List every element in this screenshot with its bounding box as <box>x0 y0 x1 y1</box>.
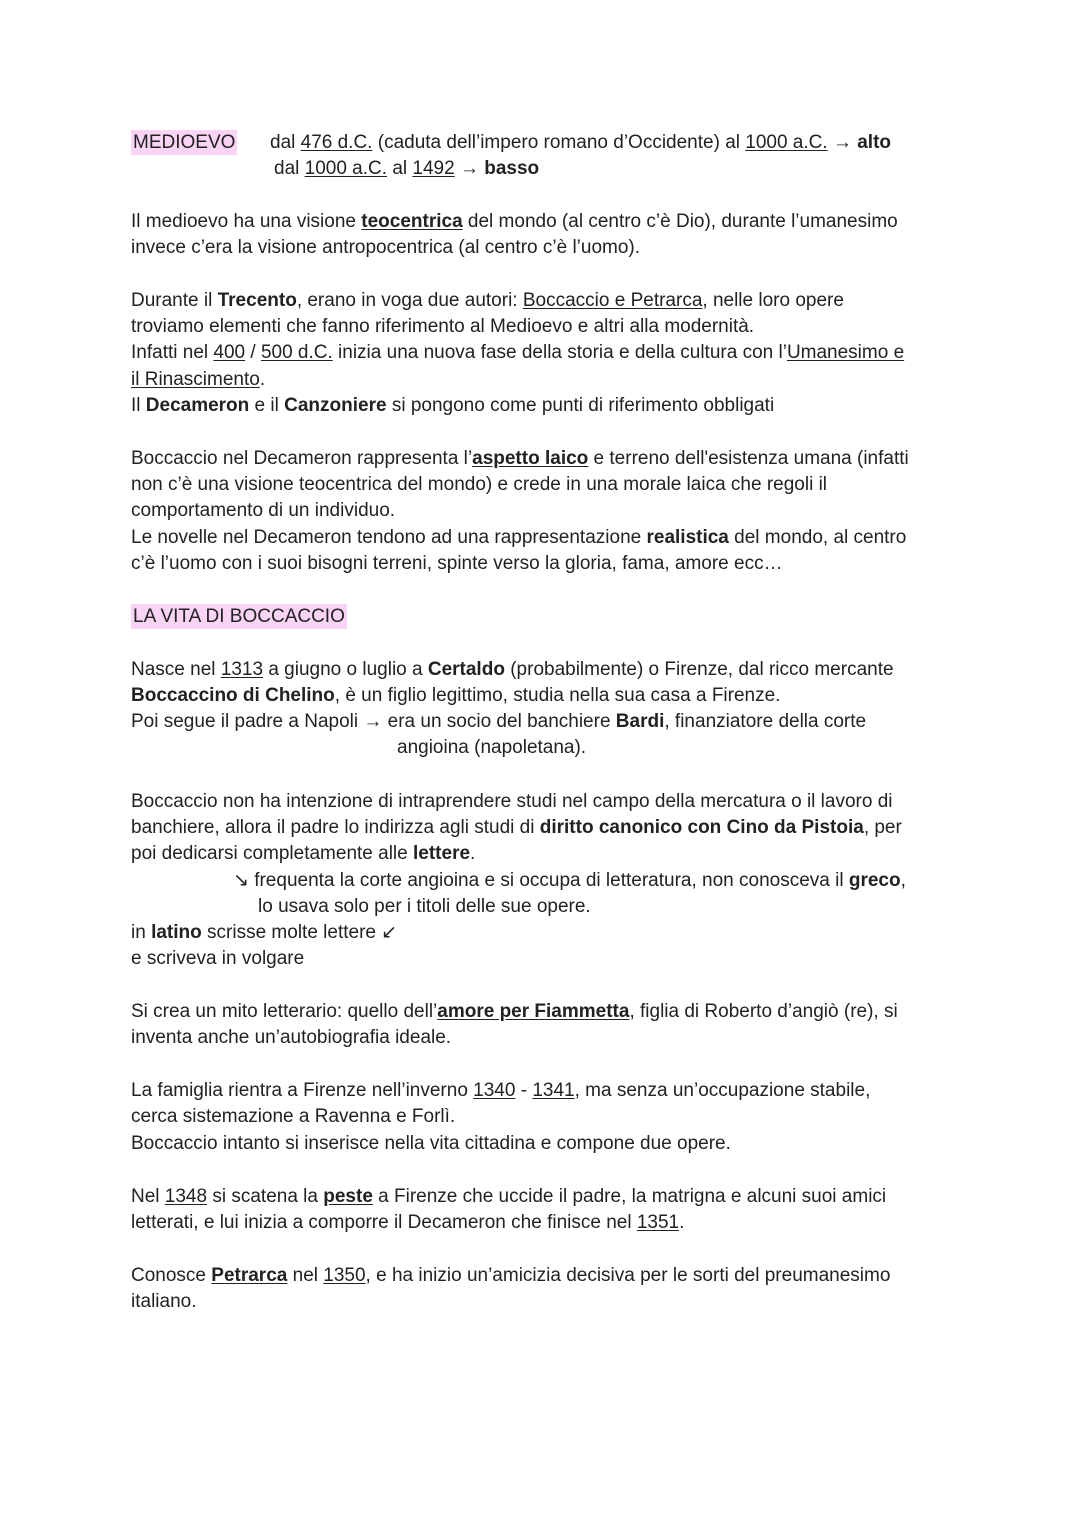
text-span: del mondo (al centro c’è Dio), durante l’umanesimo <box>462 211 898 232</box>
text-span: Umanesimo e <box>786 342 905 363</box>
text-line: troviamo elementi che fanno riferimento al Medioevo e altri alla modernità. <box>131 316 755 337</box>
text-line: c’è l’uomo con i suoi bisogni terreni, spinte verso la gloria, fama, amore ecc… <box>131 553 783 574</box>
text-span: amore per Fiammetta <box>437 1001 630 1022</box>
text-span: e il <box>249 395 285 416</box>
text-line <box>131 393 774 419</box>
vita-heading-line <box>131 604 347 630</box>
text-line: invece c’era la visione antropocentrica (al centro c’è l’uomo). <box>131 237 641 258</box>
text-line <box>131 815 902 841</box>
date: 476 d.C. <box>300 132 373 153</box>
text-span: Decameron <box>145 395 250 416</box>
text-span: , figlia di Roberto d’angiò (re), si <box>629 1001 898 1022</box>
text-span: - <box>515 1080 533 1101</box>
text-span: , per <box>863 817 902 838</box>
text-span: 1350 <box>323 1265 366 1286</box>
text-span: Canzoniere <box>284 395 387 416</box>
text-span: 1341 <box>532 1080 575 1101</box>
text-span: dal <box>274 158 305 179</box>
text-span: Boccaccino di Chelino <box>131 685 335 706</box>
text-line: lo usava solo per i titoli delle sue opere. <box>258 896 591 917</box>
text-span: greco <box>848 870 901 891</box>
text-span: scrisse molte lettere ↙ <box>201 922 398 943</box>
date: 1492 <box>412 158 455 179</box>
text-span: . <box>470 843 476 864</box>
text-span: . <box>679 1212 685 1233</box>
text-span: Boccaccio e Petrarca <box>522 290 703 311</box>
text-line <box>131 999 898 1025</box>
text-line: non c’è una visione teocentrica del mondo) e crede in una morale laica che regoli il <box>131 474 828 495</box>
text-span: al <box>387 158 413 179</box>
text-line <box>131 525 906 551</box>
text-span: del mondo, al centro <box>728 527 907 548</box>
text-line <box>131 841 475 867</box>
text-span: 1348 <box>164 1186 208 1207</box>
text-span: Certaldo <box>427 659 505 680</box>
text-span: dal <box>270 132 301 153</box>
text-span: Durante il <box>131 290 218 311</box>
text-span: 400 <box>213 342 246 363</box>
text-span: , è un figlio legittimo, studia nella sua casa a Firenze. <box>334 685 781 706</box>
text-span: inizia una nuova fase della storia e della cultura con l’ <box>332 342 787 363</box>
date: 1000 a.C. <box>745 132 828 153</box>
text-span: Poi segue il padre a Napoli → era un socio del banchiere <box>131 711 616 732</box>
text-span: Boccaccio nel Decameron rappresenta l’ <box>131 448 473 469</box>
text-span: 1340 <box>473 1080 516 1101</box>
text-span: nel <box>287 1265 324 1286</box>
text-span: aspetto laico <box>472 448 589 469</box>
text-line <box>131 657 894 683</box>
text-span: alto <box>857 132 892 153</box>
text-span: , e ha inizio un’amicizia decisiva per le sorti del preumanesimo <box>365 1265 891 1286</box>
text-line <box>131 209 898 235</box>
text-span: diritto canonico con Cino da Pistoia <box>539 817 864 838</box>
text-span: , erano in voga due autori: <box>296 290 523 311</box>
text-span: si scatena la <box>207 1186 324 1207</box>
text-line <box>131 1184 886 1210</box>
text-span: Nasce nel <box>131 659 221 680</box>
text-span: il Rinascimento <box>131 369 260 390</box>
text-span: 1351 <box>636 1212 680 1233</box>
text-span: → <box>454 158 485 179</box>
text-span: realistica <box>646 527 729 548</box>
section-heading: LA VITA DI BOCCACCIO <box>133 606 345 627</box>
text-line: cerca sistemazione a Ravenna e Forlì. <box>131 1106 456 1127</box>
text-span: → <box>827 132 858 153</box>
medioevo-heading-line <box>131 130 237 156</box>
text-line: comportamento di un individuo. <box>131 500 396 521</box>
text-span: 1313 <box>220 659 264 680</box>
text-span: Petrarca <box>211 1265 288 1286</box>
text-span: si pongono come punti di riferimento obbligati <box>386 395 775 416</box>
text-span: latino <box>151 922 202 943</box>
text-span: a Firenze che uccide il padre, la matrigna e alcuni suoi amici <box>372 1186 887 1207</box>
text-line: e scriveva in volgare <box>131 948 305 969</box>
text-line: Boccaccio intanto si inserisce nella vita cittadina e compone due opere. <box>131 1133 731 1154</box>
text-span: a giugno o luglio a <box>263 659 428 680</box>
text-span: lettere <box>413 843 471 864</box>
text-span: Nel <box>131 1186 165 1207</box>
text-span: La famiglia rientra a Firenze nell’inverno <box>131 1080 474 1101</box>
text-span: , finanziatore della corte <box>664 711 867 732</box>
text-span: Infatti nel <box>131 342 214 363</box>
text-line: angioina (napoletana). <box>397 737 587 758</box>
text-span: , ma senza un’occupazione stabile, <box>574 1080 871 1101</box>
text-line <box>131 683 780 709</box>
text-span: poi dedicarsi completamente alle <box>131 843 413 864</box>
text-span: letterati, e lui inizia a comporre il Decameron che finisce nel <box>131 1212 637 1233</box>
section-heading: MEDIOEVO <box>133 132 236 153</box>
text-span: Si crea un mito letterario: quello dell’ <box>131 1001 438 1022</box>
medioevo-period-line <box>274 156 539 182</box>
text-span: (probabilmente) o Firenze, dal ricco mercante <box>504 659 894 680</box>
text-line: inventa anche un’autobiografia ideale. <box>131 1027 452 1048</box>
keyword: teocentrica <box>361 211 463 232</box>
date: 1000 a.C. <box>304 158 388 179</box>
medioevo-period-line <box>270 130 891 156</box>
text-span: 500 d.C. <box>260 342 333 363</box>
text-line: italiano. <box>131 1291 197 1312</box>
text-span: / <box>245 342 261 363</box>
text-span: Il medioevo ha una visione <box>131 211 362 232</box>
text-span: (caduta dell’impero romano d’Occidente) al <box>372 132 746 153</box>
text-span: banchiere, allora il padre lo indirizza agli studi di <box>131 817 540 838</box>
text-span: Trecento <box>217 290 297 311</box>
text-span: , <box>900 870 906 891</box>
text-span: Bardi <box>615 711 665 732</box>
text-line <box>131 1263 890 1289</box>
text-span: ↘ frequenta la corte angioina e si occupa di letteratura, non conosceva il <box>233 870 849 891</box>
text-span: in <box>131 922 152 943</box>
text-span: , nelle loro opere <box>702 290 844 311</box>
text-line <box>131 288 844 314</box>
text-span: . <box>259 369 266 390</box>
text-span: basso <box>484 158 540 179</box>
text-line <box>131 709 866 735</box>
text-line <box>131 920 397 946</box>
text-span: Conosce <box>131 1265 212 1286</box>
text-line <box>131 446 909 472</box>
text-line: Boccaccio non ha intenzione di intraprendere studi nel campo della mercatura o il lavoro di <box>131 791 893 812</box>
text-span: Le novelle nel Decameron tendono ad una rappresentazione <box>131 527 647 548</box>
text-span: Il <box>131 395 146 416</box>
text-span: peste <box>323 1186 373 1207</box>
text-line <box>131 367 265 393</box>
text-line <box>131 1078 870 1104</box>
text-line <box>233 868 906 894</box>
text-line <box>131 340 904 366</box>
text-span: e terreno dell'esistenza umana (infatti <box>588 448 909 469</box>
text-line <box>131 1210 684 1236</box>
